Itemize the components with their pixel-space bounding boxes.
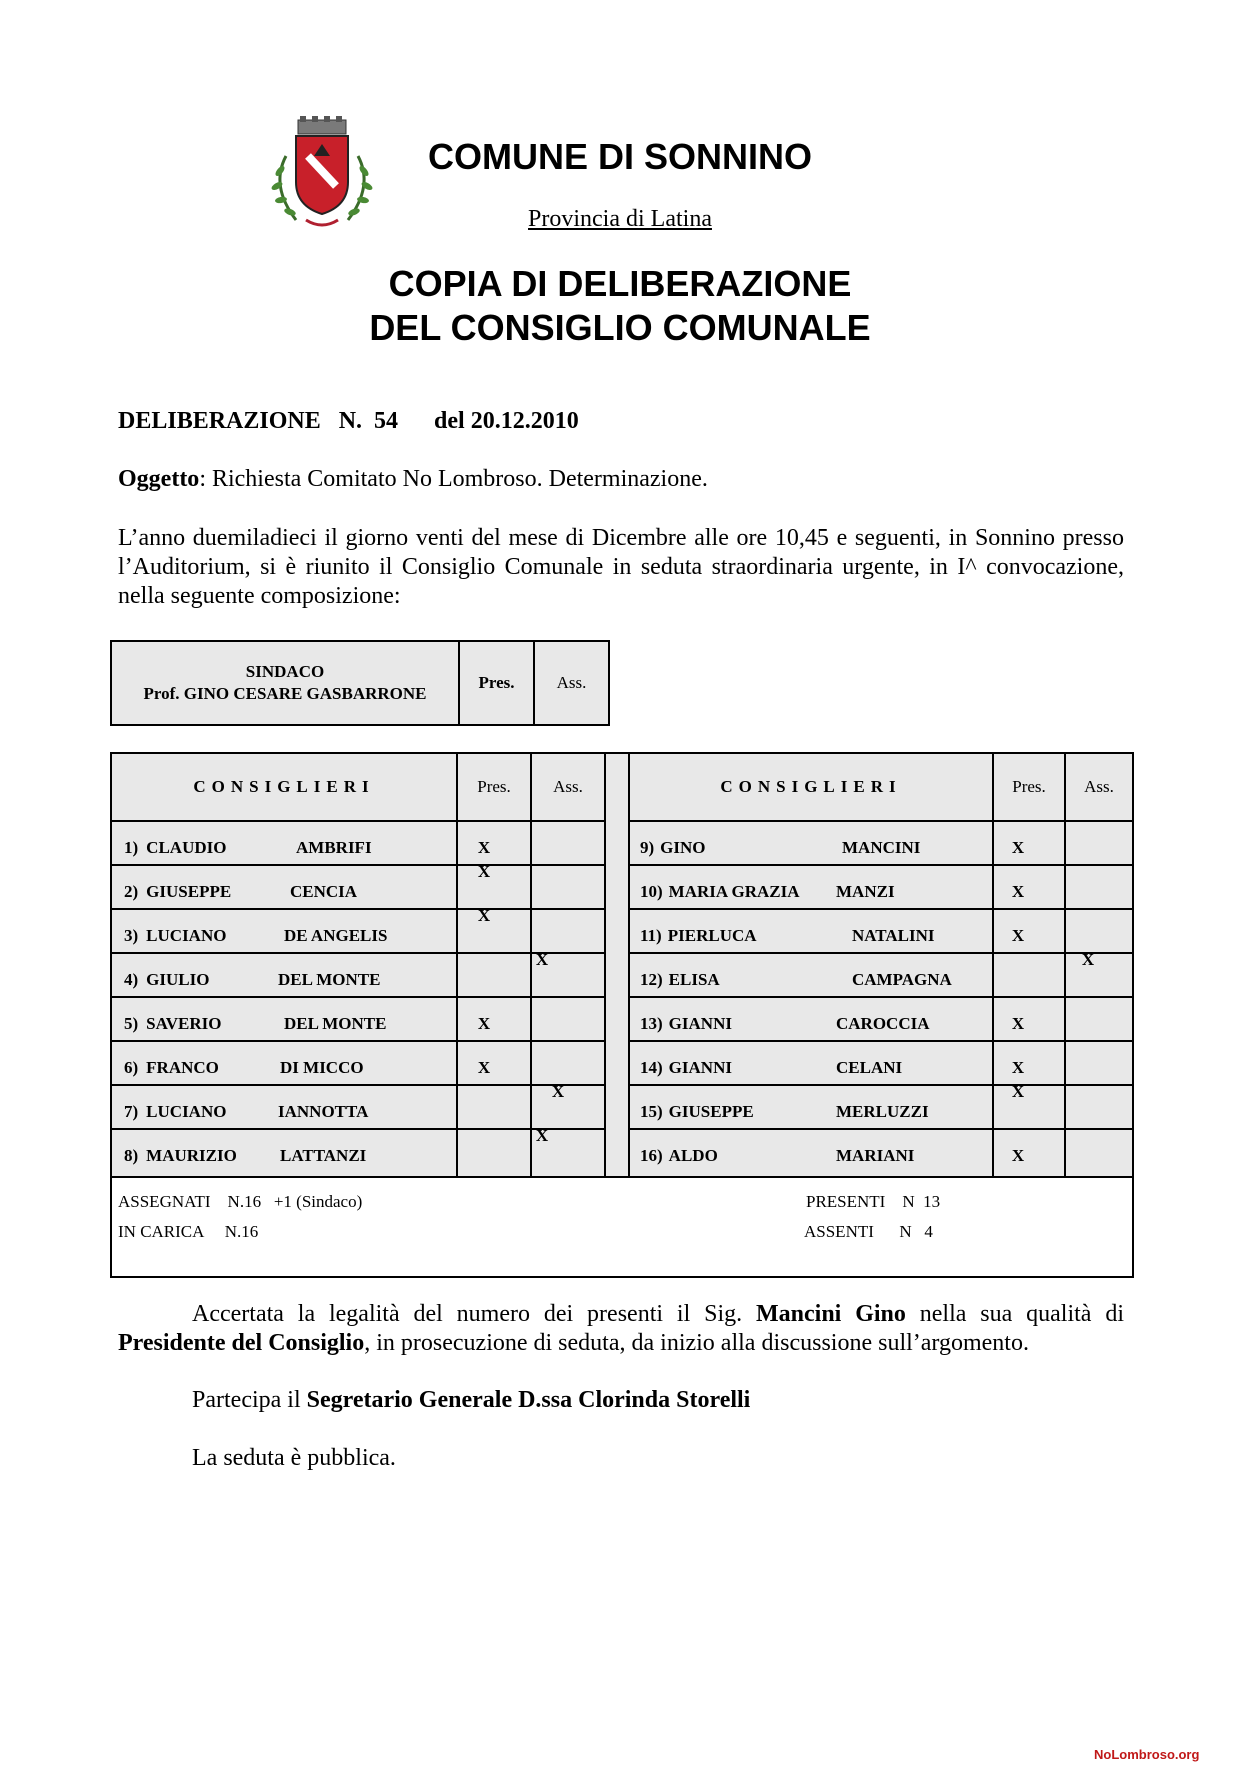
- council-attendance-table: [110, 752, 1134, 1278]
- council-member-row: [640, 926, 935, 946]
- member-number: 2): [124, 882, 139, 901]
- council-member-row: [124, 1014, 387, 1034]
- document-title-line-2: DEL CONSIGLIO COMUNALE: [369, 307, 871, 348]
- member-last-name: CAROCCIA: [836, 1014, 930, 1033]
- member-number: 14): [640, 1058, 663, 1077]
- council-member-row: [124, 1102, 369, 1122]
- watermark: NoLombroso.org: [1094, 1747, 1200, 1762]
- council-member-row: [640, 1058, 903, 1078]
- member-number: 10): [640, 882, 663, 901]
- mayor-attendance-table: [110, 640, 610, 726]
- member-number: 7): [124, 1102, 139, 1121]
- present-mark: X: [1011, 1146, 1025, 1165]
- member-last-name: DEL MONTE: [278, 970, 381, 989]
- member-first-name: SAVERIO: [146, 1014, 222, 1033]
- present-mark: X: [1011, 1058, 1025, 1077]
- member-number: 4): [124, 970, 139, 989]
- mayor-role: SINDACO: [245, 662, 325, 681]
- grid-horizontal-line: [628, 996, 1132, 998]
- member-first-name: LUCIANO: [146, 926, 227, 945]
- document-title-line-1: COPIA DI DELIBERAZIONE: [388, 263, 852, 304]
- p1-text-c: nella sua qualità di: [905, 1301, 1125, 1327]
- grid-horizontal-line: [112, 908, 604, 910]
- in-office-count: IN CARICA N.16: [118, 1222, 259, 1241]
- ass-header-right: Ass.: [1084, 777, 1114, 796]
- council-header-left: CONSIGLIERI: [193, 777, 375, 796]
- member-number: 12): [640, 970, 663, 989]
- member-last-name: DEL MONTE: [284, 1014, 387, 1033]
- present-mark: X: [1011, 926, 1025, 945]
- member-first-name: GIULIO: [146, 970, 210, 989]
- council-member-row: [124, 970, 381, 990]
- member-last-name: DE ANGELIS: [284, 926, 388, 945]
- municipal-crest-logo: [266, 116, 378, 232]
- paragraph-public: La seduta è pubblica.: [192, 1445, 396, 1471]
- member-first-name: PIERLUCA: [667, 926, 757, 945]
- present-mark: X: [1011, 838, 1025, 857]
- absent-mark: X: [1081, 950, 1095, 969]
- member-number: 3): [124, 926, 139, 945]
- member-last-name: MARIANI: [836, 1146, 915, 1165]
- council-member-row: [640, 1014, 930, 1034]
- municipality-title: COMUNE DI SONNINO: [427, 136, 812, 177]
- member-number: 16): [640, 1146, 663, 1165]
- document-title: [300, 262, 940, 350]
- present-mark: X: [477, 1014, 491, 1033]
- grid-horizontal-line: [628, 1084, 1132, 1086]
- grid-horizontal-line: [112, 1128, 604, 1130]
- member-number: 13): [640, 1014, 663, 1033]
- deliberation-number: DELIBERAZIONE N. 54 del 20.12.2010: [118, 408, 579, 434]
- council-member-row: [124, 882, 358, 902]
- member-first-name: GIANNI: [668, 1058, 732, 1077]
- council-member-row: [124, 838, 372, 858]
- subject-line: [118, 466, 708, 493]
- p1-text-e: , in prosecuzione di seduta, da inizio alla discussione sull’argomento.: [364, 1330, 1029, 1356]
- grid-horizontal-line: [628, 820, 1132, 822]
- member-first-name: CLAUDIO: [146, 838, 227, 857]
- absent-count: ASSENTI N 4: [804, 1222, 933, 1241]
- member-first-name: ALDO: [668, 1146, 718, 1165]
- present-mark: X: [477, 1058, 491, 1077]
- grid-horizontal-line: [112, 952, 604, 954]
- council-member-row: [640, 970, 952, 990]
- member-first-name: LUCIANO: [146, 1102, 227, 1121]
- council-member-row: [640, 1102, 929, 1122]
- member-first-name: MARIA GRAZIA: [668, 882, 800, 901]
- paragraph-president: [118, 1300, 1124, 1358]
- member-number: 1): [124, 838, 139, 857]
- member-first-name: ELISA: [668, 970, 720, 989]
- absent-mark: X: [535, 1126, 549, 1145]
- present-mark: X: [1011, 1014, 1025, 1033]
- member-first-name: MAURIZIO: [146, 1146, 237, 1165]
- member-last-name: MERLUZZI: [836, 1102, 929, 1121]
- grid-horizontal-line: [628, 864, 1132, 866]
- absent-mark: X: [535, 950, 549, 969]
- subject-label: Oggetto: [118, 466, 200, 492]
- member-last-name: MANCINI: [842, 838, 921, 857]
- present-mark: X: [477, 906, 491, 925]
- province-subtitle: Provincia di Latina: [528, 206, 712, 232]
- council-member-row: [124, 1058, 364, 1078]
- member-last-name: IANNOTTA: [278, 1102, 369, 1121]
- paragraph-secretary: [192, 1386, 1198, 1415]
- grid-horizontal-line: [628, 1128, 1132, 1130]
- grid-horizontal-line: [112, 820, 604, 822]
- present-mark: X: [477, 862, 491, 881]
- present-mark: X: [1011, 1082, 1025, 1101]
- assigned-count: ASSEGNATI N.16 +1 (Sindaco): [118, 1192, 363, 1211]
- grid-horizontal-line: [628, 1040, 1132, 1042]
- council-header-right: CONSIGLIERI: [720, 777, 902, 796]
- member-first-name: GIUSEPPE: [668, 1102, 754, 1121]
- member-first-name: GIUSEPPE: [146, 882, 232, 901]
- president-name: Mancini Gino: [756, 1301, 906, 1327]
- member-first-name: GIANNI: [668, 1014, 732, 1033]
- absent-mark: X: [551, 1082, 565, 1101]
- p2-text-a: Partecipa il: [192, 1387, 307, 1413]
- mayor-cell: [112, 642, 460, 724]
- present-mark: X: [477, 838, 491, 857]
- member-number: 9): [640, 838, 655, 857]
- member-number: 6): [124, 1058, 139, 1077]
- p1-text-a: Accertata la legalità del numero dei presenti il Sig.: [192, 1301, 756, 1327]
- member-number: 8): [124, 1146, 139, 1165]
- ass-header-left: Ass.: [553, 777, 583, 796]
- member-number: 15): [640, 1102, 663, 1121]
- grid-horizontal-line: [628, 952, 1132, 954]
- member-number: 11): [640, 926, 662, 945]
- secretary-name: Segretario Generale D.ssa Clorinda Storelli: [306, 1387, 751, 1413]
- grid-horizontal-line: [112, 1040, 604, 1042]
- grid-horizontal-line: [628, 908, 1132, 910]
- grid-vertical-line: [604, 754, 606, 1176]
- grid-horizontal-line: [112, 996, 604, 998]
- member-first-name: GINO: [660, 838, 706, 857]
- member-first-name: FRANCO: [146, 1058, 219, 1077]
- intro-paragraph: L’anno duemiladieci il giorno venti del mese di Dicembre alle ore 10,45 e seguenti, in Sonnino presso l’Auditorium, si è riunito il Consiglio Comunale in seduta straordinaria urgente, in I^ convocazione, nella seguente composizione:: [118, 525, 1124, 609]
- council-member-row: [124, 926, 388, 946]
- council-member-row: [640, 1146, 915, 1166]
- present-count: PRESENTI N 13: [806, 1192, 941, 1211]
- council-member-row: [124, 1146, 367, 1166]
- subject-text: : Richiesta Comitato No Lombroso. Determinazione.: [199, 466, 708, 492]
- pres-header-left: Pres.: [477, 777, 511, 796]
- grid-horizontal-line: [112, 864, 604, 866]
- mayor-ass-header: Ass.: [556, 673, 587, 692]
- president-role: Presidente del Consiglio: [118, 1330, 365, 1356]
- member-last-name: CELANI: [836, 1058, 903, 1077]
- member-last-name: DI MICCO: [280, 1058, 364, 1077]
- council-member-row: [640, 838, 921, 858]
- present-mark: X: [1011, 882, 1025, 901]
- council-member-row: [640, 882, 895, 902]
- mayor-name: Prof. GINO CESARE GASBARRONE: [143, 684, 427, 703]
- mayor-pres-header: Pres.: [460, 642, 535, 724]
- member-last-name: CAMPAGNA: [852, 970, 952, 989]
- grid-horizontal-line: [112, 1084, 604, 1086]
- member-last-name: LATTANZI: [280, 1146, 367, 1165]
- member-last-name: AMBRIFI: [296, 838, 372, 857]
- pres-header-right: Pres.: [1012, 777, 1046, 796]
- member-last-name: MANZI: [836, 882, 895, 901]
- member-number: 5): [124, 1014, 139, 1033]
- member-last-name: CENCIA: [290, 882, 358, 901]
- council-grid: [112, 754, 1132, 1178]
- member-last-name: NATALINI: [852, 926, 935, 945]
